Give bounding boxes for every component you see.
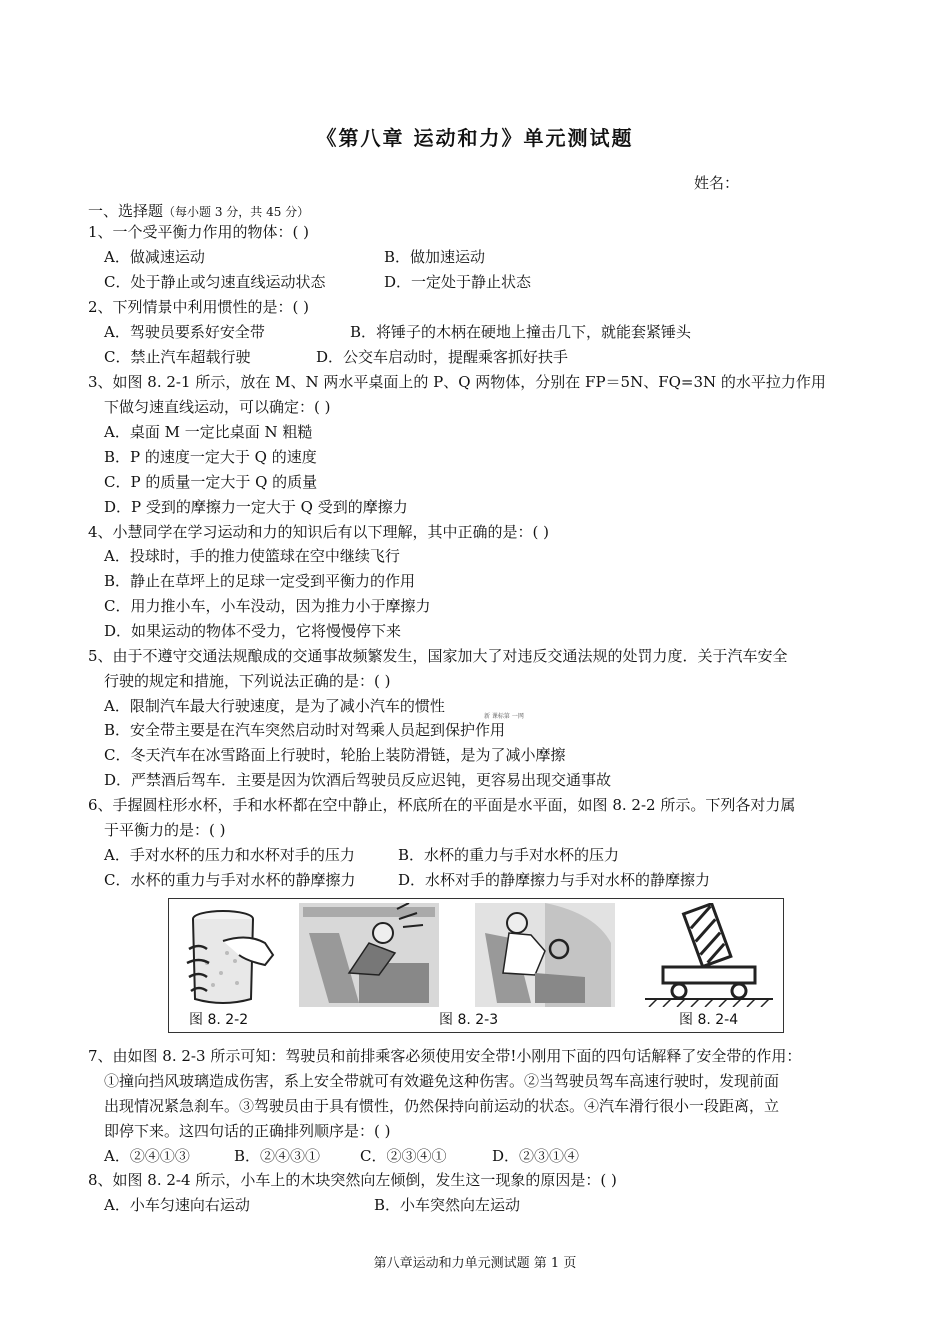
q7-option-d: D．②③①④	[492, 1147, 580, 1165]
q1-option-b: B．做加速运动	[384, 248, 486, 266]
cart-with-block-icon	[639, 903, 779, 1007]
q2-option-a: A．驾驶员要系好安全带	[104, 323, 265, 341]
question-7-cont-1: ①撞向挡风玻璃造成伤害，系上安全带就可有效避免这种伤害。②当驾驶员驾车高速行驶时，发现前面	[104, 1072, 780, 1090]
q6-option-d: D．水杯对手的静摩擦力与手对水杯的静摩擦力	[398, 871, 711, 889]
question-7-cont-2: 出现情况紧急刹车。③驾驶员由于具有惯性，仍然保持向前运动的状态。④汽车滑行很小一段距离，立	[104, 1097, 780, 1115]
q5-option-c: C．冬天汽车在冰雪路面上行驶时，轮胎上装防滑链，是为了减小摩擦	[104, 746, 566, 764]
question-7-cont-3: 即停下来。这四句话的正确排列顺序是：( )	[104, 1122, 391, 1140]
section-note: （每小题 3 分，共 45 分）	[163, 205, 310, 219]
q2-option-d: D．公交车启动时，提醒乘客抓好扶手	[316, 348, 569, 366]
page-footer: 第八章运动和力单元测试题 第 1 页	[373, 1256, 577, 1271]
question-8: 8、如图 8. 2-4 所示，小车上的木块突然向左倾倒，发生这一现象的原因是：( )	[88, 1171, 617, 1189]
driver-seated-icon	[475, 903, 615, 1007]
watermark-stamp: 新 课标第 一网	[484, 713, 524, 720]
question-3: 3、如图 8. 2-1 所示，放在 M、N 两水平桌面上的 P、Q 两物体，分别在 FP＝5N、FQ=3N 的水平拉力作用	[88, 373, 826, 391]
page-title: 《第八章 运动和力》单元测试题	[316, 126, 634, 150]
question-7: 7、由如图 8. 2-3 所示可知：驾驶员和前排乘客必须使用安全带!小刚用下面的四句话解释了安全带的作用：	[88, 1047, 802, 1065]
q3-option-d: D．P 受到的摩擦力一定大于 Q 受到的摩擦力	[104, 498, 408, 516]
q4-option-b: B．静止在草坪上的足球一定受到平衡力的作用	[104, 572, 416, 590]
driver-crash-icon	[299, 903, 439, 1007]
q8-option-b: B．小车突然向左运动	[374, 1196, 521, 1214]
q1-option-c: C．处于静止或匀速直线运动状态	[104, 273, 326, 291]
q2-option-b: B．将锤子的木柄在硬地上撞击几下，就能套紧锤头	[350, 323, 692, 341]
q1-option-d: D．一定处于静止状态	[384, 273, 532, 291]
figure-panel	[168, 898, 784, 1033]
question-6-cont: 于平衡力的是：( )	[104, 821, 226, 839]
q2-option-c: C．禁止汽车超载行驶	[104, 348, 251, 366]
question-2: 2、下列情景中利用惯性的是：( )	[88, 298, 310, 316]
figure-label-8-2-2: 图 8. 2-2	[189, 1012, 249, 1028]
q3-option-b: B．P 的速度一定大于 Q 的速度	[104, 448, 317, 466]
section-heading	[88, 201, 309, 222]
section-heading-text: 一、选择题	[88, 202, 164, 220]
q7-option-a: A．②④①③	[104, 1147, 190, 1165]
question-4: 4、小慧同学在学习运动和力的知识后有以下理解，其中正确的是：( )	[88, 523, 550, 541]
q4-option-a: A．投球时，手的推力使篮球在空中继续飞行	[104, 547, 400, 565]
figure-label-8-2-4: 图 8. 2-4	[679, 1012, 739, 1028]
question-1: 1、一个受平衡力作用的物体：( )	[88, 223, 310, 241]
q8-option-a: A．小车匀速向右运动	[104, 1196, 250, 1214]
q3-option-c: C．P 的质量一定大于 Q 的质量	[104, 473, 318, 491]
question-6: 6、手握圆柱形水杯，手和水杯都在空中静止，杯底所在的平面是水平面，如图 8. 2-2 所示。下列各对力属	[88, 796, 796, 814]
q1-option-a: A．做减速运动	[104, 248, 205, 266]
q6-option-a: A．手对水杯的压力和水杯对手的压力	[104, 846, 355, 864]
q7-option-b: B．②④③①	[234, 1147, 321, 1165]
q5-option-d: D．严禁酒后驾车．主要是因为饮酒后驾驶员反应迟钝，更容易出现交通事故	[104, 771, 612, 789]
q6-option-b: B．水杯的重力与手对水杯的压力	[398, 846, 620, 864]
q5-option-a: A．限制汽车最大行驶速度，是为了减小汽车的惯性	[104, 697, 445, 715]
figure-label-8-2-3: 图 8. 2-3	[439, 1012, 499, 1028]
question-5-cont: 行驶的规定和措施，下列说法正确的是：( )	[104, 672, 391, 690]
q4-option-d: D．如果运动的物体不受力，它将慢慢停下来	[104, 622, 402, 640]
q7-option-c: C．②③④①	[360, 1147, 447, 1165]
q6-option-c: C．水杯的重力与手对水杯的静摩擦力	[104, 871, 356, 889]
q3-option-a: A．桌面 M 一定比桌面 N 粗糙	[104, 423, 313, 441]
question-5: 5、由于不遵守交通法规酿成的交通事故频繁发生，国家加大了对违反交通法规的处罚力度．关于汽车安全	[88, 647, 788, 665]
name-label: 姓名：	[694, 174, 740, 192]
hand-holding-cup-icon	[177, 903, 277, 1007]
q5-option-b: B．安全带主要是在汽车突然启动时对驾乘人员起到保护作用	[104, 721, 506, 739]
q4-option-c: C．用力推小车，小车没动，因为推力小于摩擦力	[104, 597, 431, 615]
question-3-cont: 下做匀速直线运动，可以确定：( )	[104, 398, 331, 416]
